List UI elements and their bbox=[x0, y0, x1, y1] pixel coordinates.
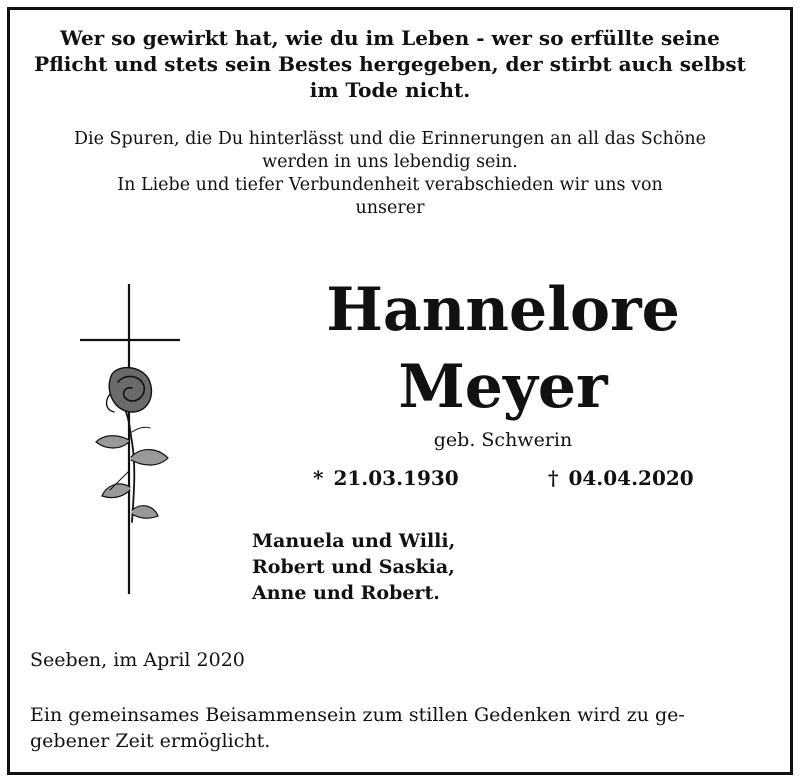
footer-line: Ein gemeinsames Beisammensein zum stillen Gedenken wird zu ge- bbox=[30, 704, 685, 726]
rose-icon bbox=[96, 368, 168, 522]
cross-with-rose bbox=[74, 282, 194, 598]
verse-line: unserer bbox=[355, 198, 425, 218]
mourner-line: Anne und Robert. bbox=[252, 582, 440, 604]
birth-date-group bbox=[313, 465, 459, 491]
intro-quote bbox=[20, 25, 760, 103]
maiden-name: geb. Schwerin bbox=[433, 429, 573, 451]
footer-line: gebener Zeit ermöglicht. bbox=[30, 730, 271, 752]
mourner-line: Robert und Saskia, bbox=[252, 556, 455, 578]
death-date: 04.04.2020 bbox=[568, 466, 694, 490]
gathering-note bbox=[30, 702, 770, 754]
intro-line: Wer so gewirkt hat, wie du im Leben - wer so erfüllte seine bbox=[60, 26, 720, 50]
farewell-verse bbox=[20, 128, 760, 220]
deceased-last-name: Meyer bbox=[398, 352, 608, 422]
death-date-group bbox=[548, 465, 694, 491]
intro-line: Pflicht und stets sein Bestes hergegeben, der stirbt auch selbst bbox=[34, 52, 746, 76]
death-symbol: † bbox=[548, 466, 559, 490]
mourner-line: Manuela und Willi, bbox=[252, 530, 456, 552]
intro-line: im Tode nicht. bbox=[309, 78, 471, 102]
mourners-list bbox=[252, 528, 455, 606]
verse-line: In Liebe und tiefer Verbundenheit verabschieden wir uns von bbox=[117, 175, 663, 195]
verse-line: werden in uns lebendig sein. bbox=[262, 152, 518, 172]
birth-symbol: * bbox=[313, 466, 324, 490]
verse-line: Die Spuren, die Du hinterlässt und die Erinnerungen an all das Schöne bbox=[73, 129, 706, 149]
birth-date: 21.03.1930 bbox=[333, 466, 459, 490]
place-and-date: Seeben, im April 2020 bbox=[30, 649, 245, 671]
deceased-first-name: Hannelore bbox=[326, 275, 680, 345]
cross-icon bbox=[80, 284, 180, 594]
